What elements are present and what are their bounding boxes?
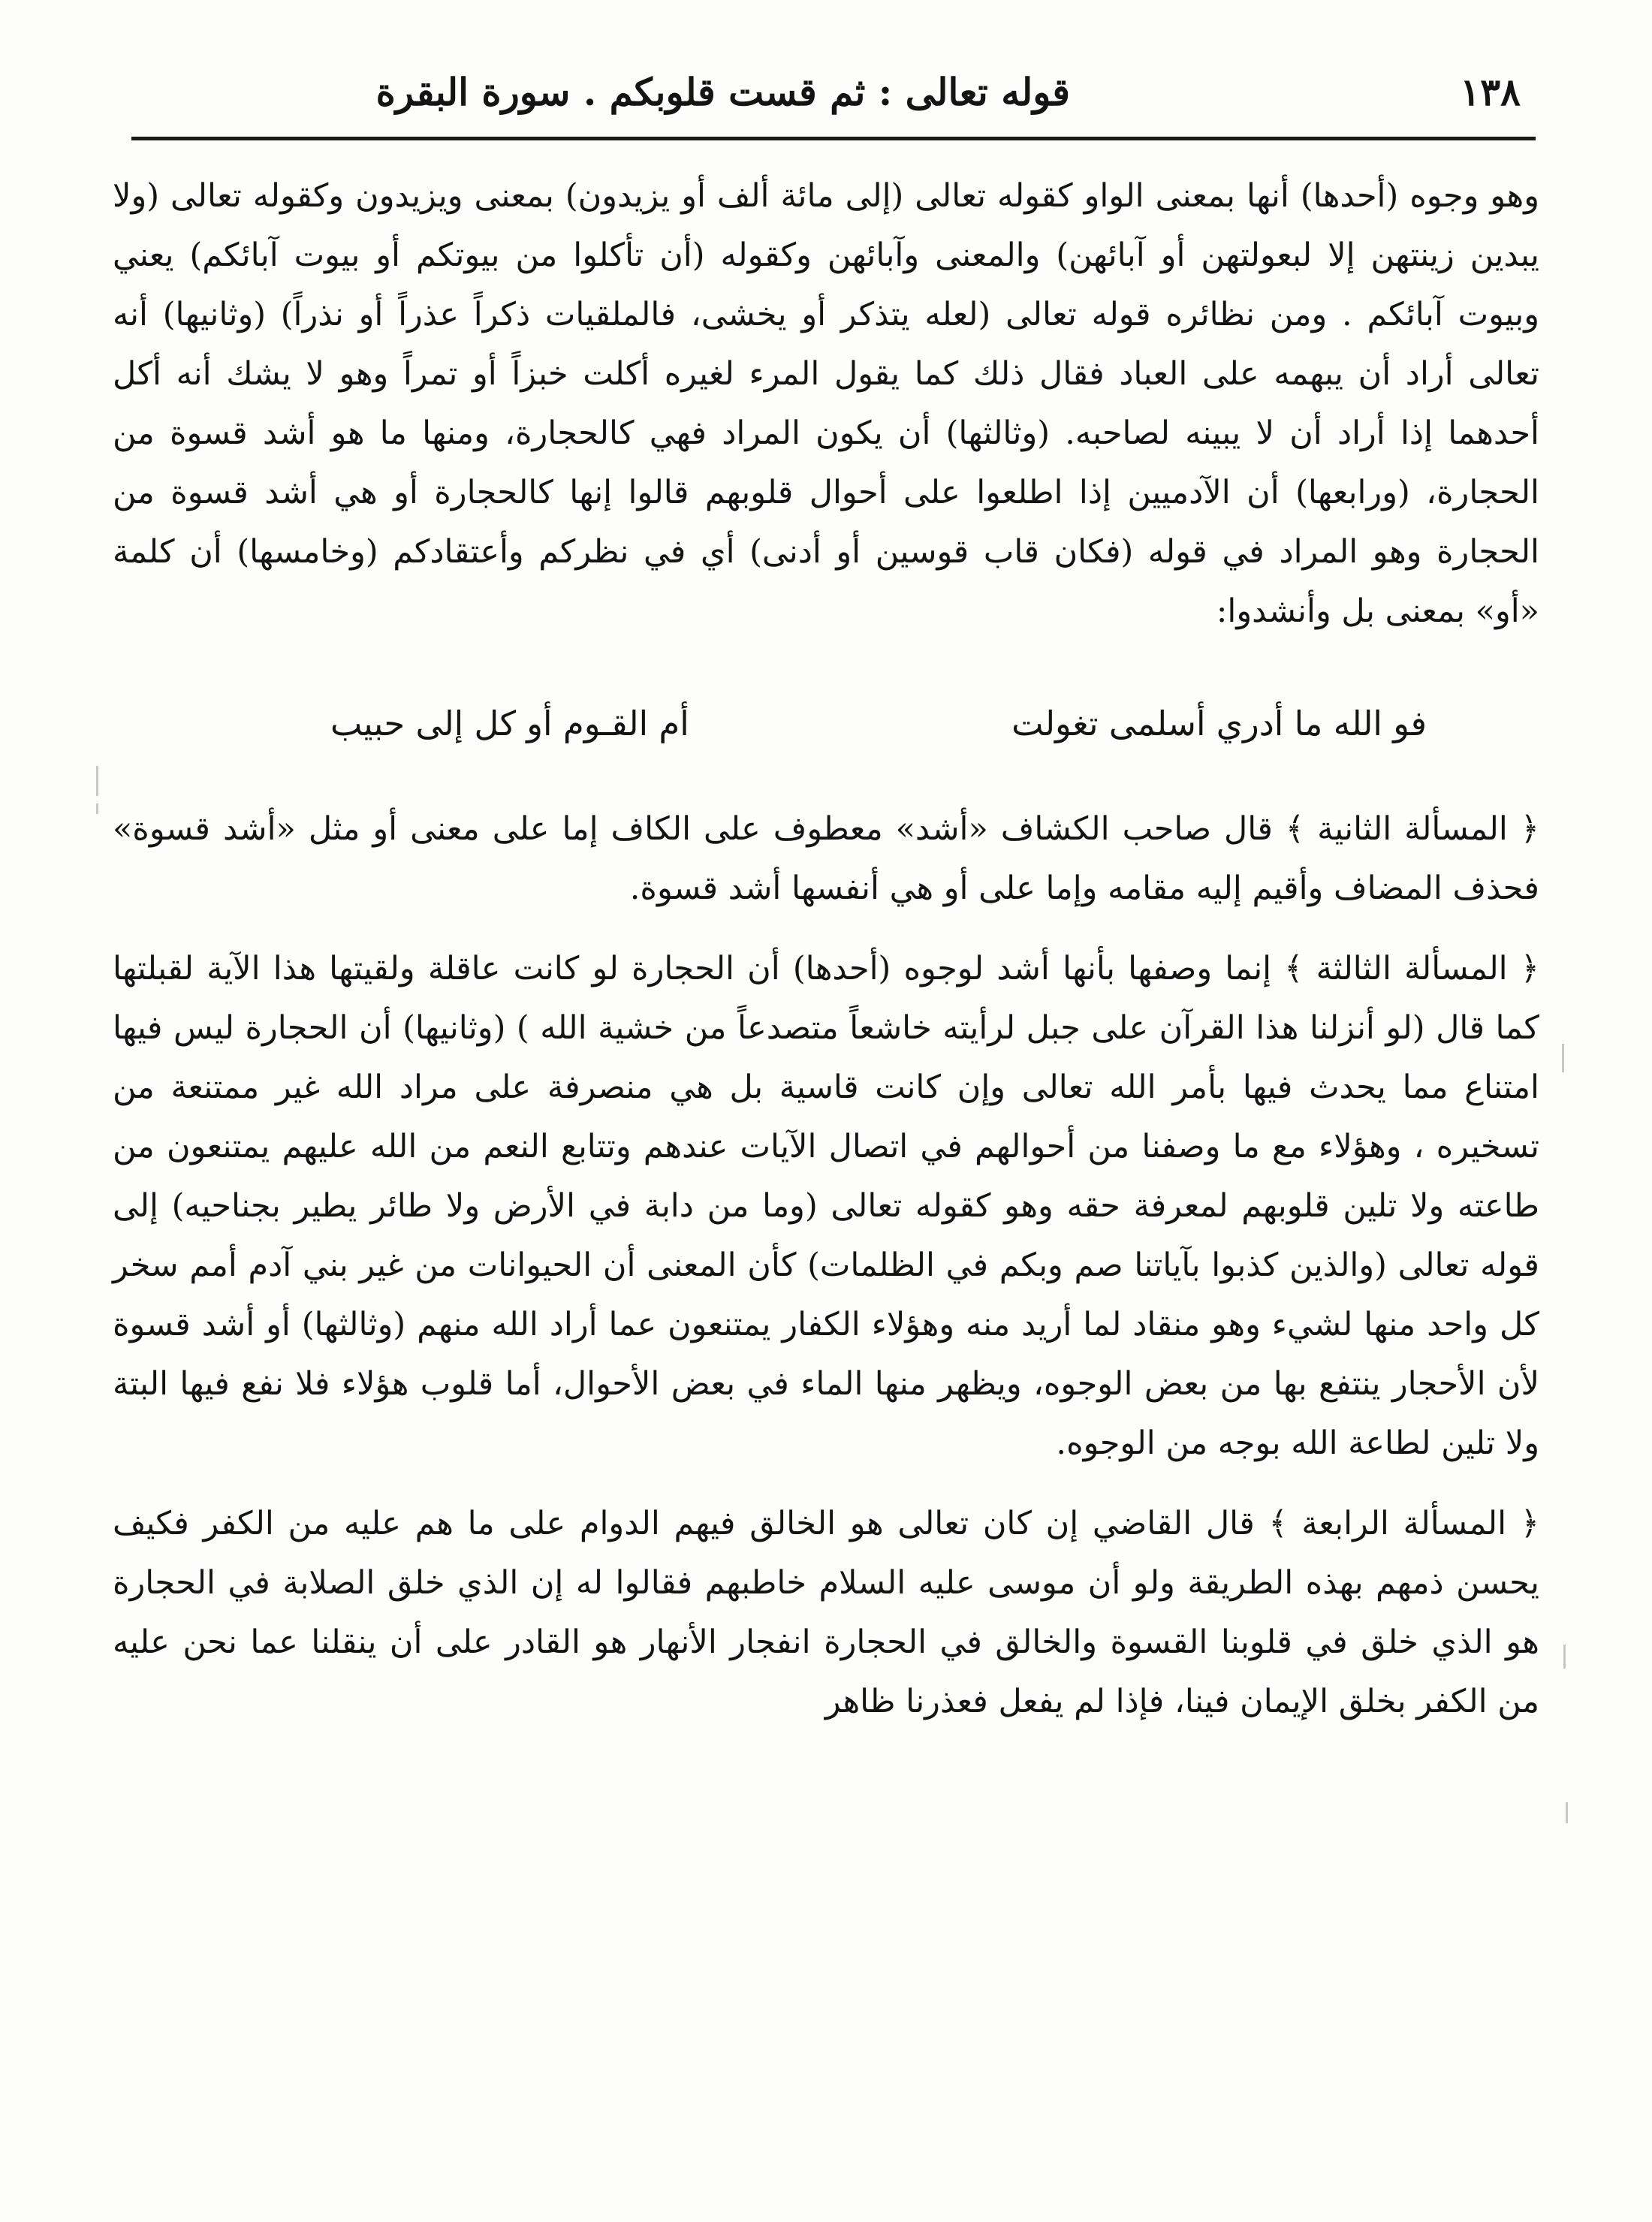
scan-mark (1566, 1802, 1568, 1823)
scan-mark (96, 803, 98, 814)
issue-fourth: ﴿ المسألة الرابعة ﴾ قال القاضي إن كان تعالى هو الخالق فيهم الدوام على ما هم عليه من الكفر فكيف يحسن ذمهم بهذه الطريقة ولو أن موسى عليه السلام خاطبهم فقالوا له إن الذي خلق الصلابة في الحجارة هو الذي خلق في قلوبنا القسوة والخالق في الحجارة انفجار الأنهار هو القادر على أن ينقلنا عما نحن عليه من الكفر بخلق الإيمان فينا، فإذا لم يفعل فعذرنا ظاهر (113, 1505, 1539, 1720)
header-title: قوله تعالى : ثم قست قلوبكم . سورة البقرة (375, 70, 1070, 114)
paragraph-intro: وهو وجوه (أحدها) أنها بمعنى الواو كقوله تعالى (إلى مائة ألف أو يزيدون) بمعنى ويزيدون وكقوله تعالى (ولا يبدين زينتهن إلا لبعولتهن أو آبائهن) والمعنى وآبائهن وكقوله (أن تأكلوا من بيوتكم أو بيوت آبائكم) يعني وبيوت آبائكم . ومن نظائره قوله تعالى (لعله يتذكر أو يخشى، فالملقيات ذكراً عذراً أو نذراً) (وثانيها) أنه تعالى أراد أن يبهمه على العباد فقال ذلك كما يقول المرء لغيره أكلت خبزاً أو تمراً وهو لا يشك أنه أكل أحدهما إذا أراد أن لا يبينه لصاحبه. (وثالثها) أن يكون المراد فهي كالحجارة، ومنها ما هو أشد قسوة من الحجارة، (ورابعها) أن الآدميين إذا اطلعوا على أحوال قلوبهم قالوا إنها كالحجارة أو هي أشد قسوة من الحجارة وهو المراد في قوله (فكان قاب قوسين أو أدنى) أي في نظركم وأعتقادكم (وخامسها) أن كلمة «أو» بمعنى بل وأنشدوا: (113, 177, 1539, 630)
scan-mark (1563, 1645, 1566, 1669)
header-rule (131, 137, 1536, 140)
page-number: ١٣٨ (1460, 70, 1521, 114)
scan-mark (96, 766, 98, 796)
issue-second: ﴿ المسألة الثانية ﴾ قال صاحب الكشاف «أشد» معطوف على الكاف إما على معنى أو مثل «أشد قسوة» فحذف المضاف وأقيم إليه مقامه وإما على أو هي أنفسها أشد قسوة. (113, 810, 1539, 907)
verse-second-hemistich: أم القـوم أو كل إلى حبيب (330, 704, 689, 743)
poetry-verse (330, 694, 1427, 753)
page-body (113, 167, 1539, 1732)
scan-mark (1562, 1044, 1564, 1072)
verse-first-hemistich: فو الله ما أدري أسلمى تغولت (1011, 704, 1427, 743)
issue-third: ﴿ المسألة الثالثة ﴾ إنما وصفها بأنها أشد لوجوه (أحدها) أن الحجارة لو كانت عاقلة ولقيتها هذا الآية لقبلتها كما قال (لو أنزلنا هذا القرآن على جبل لرأيته خاشعاً متصدعاً من خشية الله ) (وثانيها) أن الحجارة ليس فيها امتناع مما يحدث فيها بأمر الله تعالى وإن كانت قاسية بل هي منصرفة على مراد الله غير ممتنعة من تسخيره ، وهؤلاء مع ما وصفنا من أحوالهم في اتصال الآيات عندهم وتتابع النعم من الله عليهم يمتنعون من طاعته ولا تلين قلوبهم لمعرفة حقه وهو كقوله تعالى (وما من دابة في الأرض ولا طائر يطير بجناحيه) إلى قوله تعالى (والذين كذبوا بآياتنا صم وبكم في الظلمات) كأن المعنى أن الحيوانات من غير بني آدم أمم سخر كل واحد منها لشيء وهو منقاد لما أريد منه وهؤلاء الكفار يمتنعون عما أراد الله منهم (وثالثها) أو أشد قسوة لأن الأحجار ينتفع بها من بعض الوجوه، ويظهر منها الماء في بعض الأحوال، أما قلوب هؤلاء فلا نفع فيها البتة ولا تلين لطاعة الله بوجه من الوجوه. (113, 950, 1540, 1462)
running-header (131, 59, 1521, 126)
